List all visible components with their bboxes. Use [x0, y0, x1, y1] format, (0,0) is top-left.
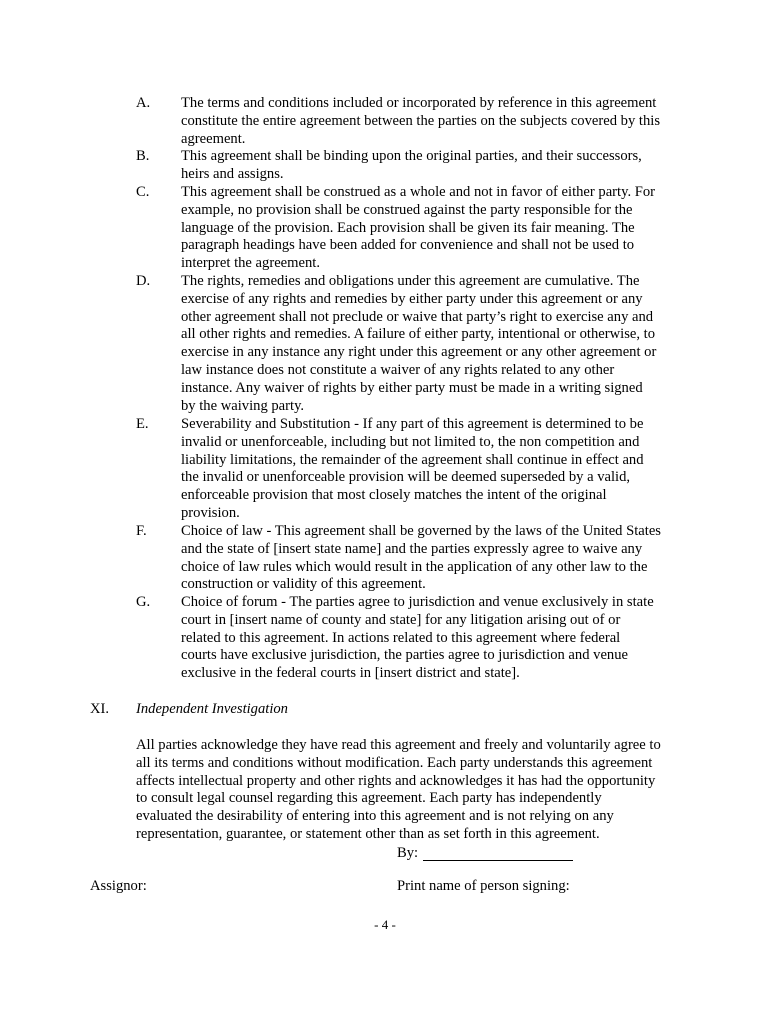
assignor-label: Assignor: [90, 878, 147, 894]
clause-letter: A. [136, 95, 151, 111]
clause-line: Choice of law - This agreement shall be governed by the laws of the United States [181, 523, 661, 539]
clause-letter: E. [136, 416, 149, 432]
clause-line: This agreement shall be construed as a whole and not in favor of either party. For [181, 184, 656, 200]
clause-letter: F. [136, 523, 147, 539]
clause-text [181, 273, 691, 415]
clause-line: enforceable provision that most closely matches the intent of the original [181, 487, 607, 504]
by-label: By: [397, 845, 419, 861]
clause-line: The terms and conditions included or incorporated by reference in this agreement [181, 95, 657, 111]
clause-line: by the waiving party. [181, 397, 305, 414]
clause-text [181, 148, 691, 184]
clause-letter: C. [136, 184, 150, 200]
print-name-label: Print name of person signing: [397, 878, 570, 894]
clause-line: liability limitations, the remainder of the agreement shall continue in effect and [181, 451, 644, 468]
clause-line: all other rights and remedies. A failure of either party, intentional or otherwise, to [181, 326, 656, 343]
clause-line: Severability and Substitution - If any part of this agreement is determined to be [181, 416, 644, 432]
clause-line: construction or validity of this agreement. [181, 576, 426, 593]
clause-line: courts have exclusive jurisdiction, the parties agree to jurisdiction and venue [181, 647, 628, 664]
clause-line: the invalid or unenforceable provision will be deemed superseded by a valid, [181, 469, 631, 486]
clause-text [181, 523, 691, 594]
clause-line: law instance does not constitute a waiver of any rights related to any other [181, 361, 615, 378]
paragraph-line: affects intellectual property and other rights and acknowledges it has had the opportunity [136, 772, 656, 789]
clause-line: and the state of [insert state name] and the parties expressly agree to waive any [181, 540, 643, 557]
clause-line: instance. Any waiver of rights by either party must be made in a writing signed [181, 379, 643, 396]
clause-line: other agreement shall not preclude or waive that party’s right to exercise any and [181, 308, 654, 325]
clause-line: example, no provision shall be construed against the party responsible for the [181, 201, 633, 218]
clause-line: related to this agreement. In actions related to this agreement where federal [181, 629, 621, 646]
clause-line: provision. [181, 504, 240, 521]
clause-line: paragraph headings have been added for convenience and shall not be used to [181, 237, 635, 254]
paragraph-line: to consult legal counsel regarding this agreement. Each party has independently [136, 790, 602, 807]
clause-line: exclusive in the federal courts in [insert district and state]. [181, 665, 520, 682]
clause-line: choice of law rules which would result in the application of any other law to the [181, 558, 648, 575]
clause-letter: G. [136, 594, 151, 610]
clause-line: exercise in any instance any right under this agreement or any other agreement or [181, 344, 657, 361]
paragraph-line: all its terms and conditions without modification. Each party understands this agreement [136, 754, 653, 771]
paragraph-line: All parties acknowledge they have read this agreement and freely and voluntarily agree to [136, 737, 661, 753]
clause-line: interpret the agreement. [181, 255, 320, 272]
clause-text [181, 416, 691, 523]
clause-line: exercise of any rights and remedies by either party under this agreement or any [181, 290, 643, 307]
clause-line: Choice of forum - The parties agree to jurisdiction and venue exclusively in state [181, 594, 654, 610]
clause-text [181, 594, 691, 683]
clause-text [181, 184, 691, 273]
clause-line: This agreement shall be binding upon the original parties, and their successors, [181, 148, 642, 164]
clause-line: invalid or unenforceable, including but not limited to, the non competition and [181, 433, 640, 450]
paragraph-line: evaluated the desirability of entering into this agreement and is not relying on any [136, 808, 614, 825]
clause-line: language of the provision. Each provision shall be given its fair meaning. The [181, 219, 635, 236]
clause-line: agreement. [181, 130, 246, 147]
section-paragraph [136, 737, 696, 844]
clause-line: heirs and assigns. [181, 165, 284, 182]
signature-line [423, 860, 573, 861]
clause-letter: B. [136, 148, 150, 164]
clause-line: court in [insert name of county and state] for any litigation arising out of or [181, 611, 621, 628]
clause-line: The rights, remedies and obligations under this agreement are cumulative. The [181, 273, 640, 289]
clause-text [181, 95, 691, 148]
clause-letter: D. [136, 273, 151, 289]
section-number: XI. [90, 701, 110, 717]
page-number: - 4 - [374, 917, 396, 932]
paragraph-line: representation, guarantee, or statement other than as set forth in this agreement. [136, 825, 600, 842]
clause-line: constitute the entire agreement between the parties on the subjects covered by this [181, 112, 660, 129]
section-title: Independent Investigation [136, 701, 288, 717]
